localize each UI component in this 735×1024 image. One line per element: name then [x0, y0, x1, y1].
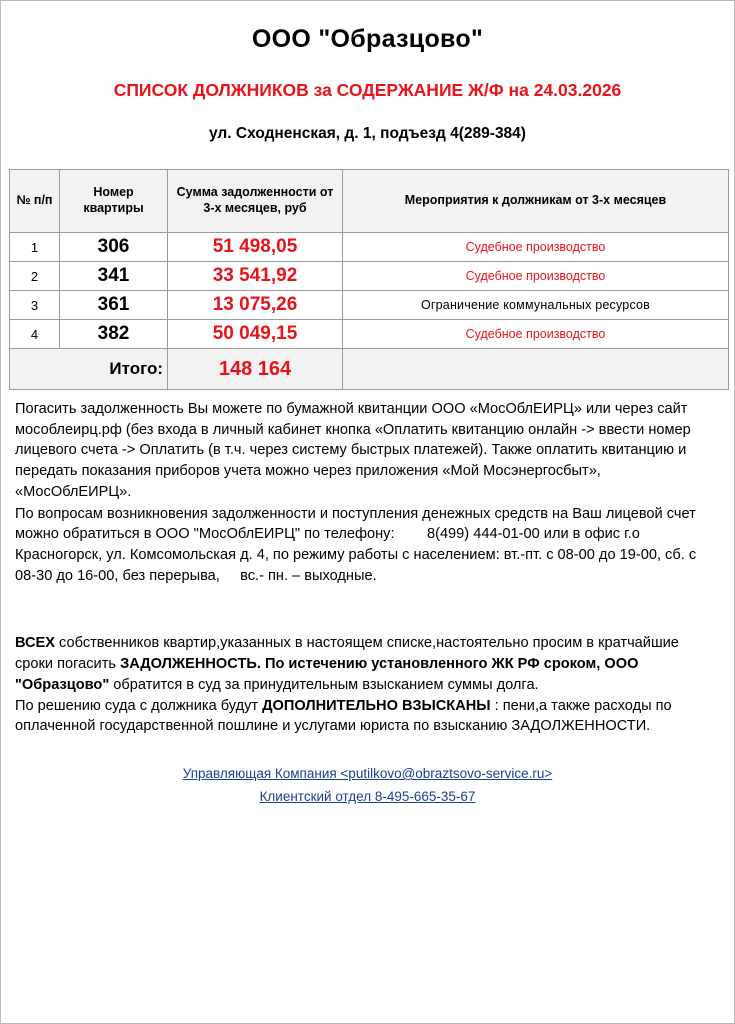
cell-flat: 341	[60, 262, 168, 291]
table-header-row	[10, 170, 729, 233]
payment-paragraph-2-part-b: 8(499) 444-01-00 или в офис г.о Красногорск, ул. Комсомольская д. 4, по режиму работы с населением: вт.-пт. с 08-00 до 19-00, сб. с 08-30 до 16-00, без перерыва,	[15, 526, 697, 584]
payment-paragraph-2-part-a: По вопросам возникновения задолженности и поступления денежных средств на Ваш лицевой счет можно обратиться в ООО "МосОблЕИРЦ" по телефону:	[15, 505, 696, 543]
cell-action: Ограничение коммунальных ресурсов	[343, 291, 729, 320]
cell-number: 2	[10, 262, 60, 291]
cell-sum: 50 049,15	[168, 320, 343, 349]
payment-gap	[395, 526, 427, 542]
total-value: 148 164	[168, 349, 343, 390]
table-total-row	[10, 349, 729, 390]
debtors-table	[9, 169, 729, 390]
cell-number: 4	[10, 320, 60, 349]
warning-paragraph-1	[9, 633, 726, 695]
warning-block	[9, 633, 726, 737]
cell-number: 3	[10, 291, 60, 320]
organization-title: ООО "Образцово"	[251, 25, 484, 53]
footer	[9, 763, 726, 809]
warning-bold-vseh: ВСЕХ	[15, 635, 55, 652]
warning-text-3: По решению суда с должника будут	[15, 697, 263, 714]
cell-action: Судебное производство	[343, 320, 729, 349]
cell-number: 1	[10, 233, 60, 262]
cell-action: Судебное производство	[343, 233, 729, 262]
header-flat: Номер квартиры	[60, 170, 168, 233]
payment-gap-2	[220, 568, 240, 584]
warning-text-4: : пени,а также расходы по оплаченной государственной пошлине и услугами юриста по взысканию ЗАДОЛЖЕННОСТИ.	[15, 697, 672, 735]
document-body	[1, 25, 734, 809]
cell-flat: 382	[60, 320, 168, 349]
payment-info-block	[9, 399, 726, 586]
cell-sum: 51 498,05	[168, 233, 343, 262]
payment-paragraph-2	[9, 504, 726, 587]
cell-sum: 33 541,92	[168, 262, 343, 291]
payment-paragraph-2-part-c: вс.- пн. – выходные.	[240, 567, 377, 584]
list-title: СПИСОК ДОЛЖНИКОВ за СОДЕРЖАНИЕ Ж/Ф на 24.03.2026	[113, 80, 622, 100]
table-row	[10, 320, 729, 349]
table-row	[10, 262, 729, 291]
table-row	[10, 291, 729, 320]
table-body	[10, 233, 729, 390]
warning-text-2: обратится в суд за принудительным взысканием суммы долга.	[109, 676, 539, 693]
footer-client-department-phone[interactable]: Клиентский отдел 8-495-665-35-67	[259, 789, 476, 804]
cell-action: Судебное производство	[343, 262, 729, 291]
header-number: № п/п	[10, 170, 60, 233]
total-label: Итого:	[10, 349, 168, 390]
warning-bold-debt: ЗАДОЛЖЕННОСТЬ. По истечению установленного ЖК РФ сроком, ООО "Образцово"	[15, 656, 639, 693]
warning-paragraph-2	[9, 696, 726, 737]
table-header	[10, 170, 729, 233]
header-sum: Сумма задолженности от 3-х месяцев, руб	[168, 170, 343, 233]
cell-sum: 13 075,26	[168, 291, 343, 320]
table-row	[10, 233, 729, 262]
cell-flat: 306	[60, 233, 168, 262]
footer-management-company-email[interactable]: Управляющая Компания <putilkovo@obraztsovo-service.ru>	[182, 766, 553, 782]
warning-text-1: собственников квартир,указанных в настоящем списке,настоятельно просим в кратчайшие сроки погасить	[15, 635, 679, 673]
payment-paragraph-1: Погасить задолженность Вы можете по бумажной квитанции ООО «МосОблЕИРЦ» или через сайт мособлеирц.рф (без входа в личный кабинет кнопка «Оплатить квитанцию онлайн -> ввести номер лицевого счета -> Оплатить (в т.ч. через систему быстрых платежей). Также оплатить квитанцию и передать показания приборов учета можно через приложения «Мой Мосэнергосбыт», «МосОблЕИРЦ».	[15, 401, 691, 500]
header-actions: Мероприятия к должникам от 3-х месяцев	[343, 170, 729, 233]
cell-flat: 361	[60, 291, 168, 320]
warning-bold-extra: ДОПОЛНИТЕЛЬНО ВЗЫСКАНЫ	[262, 697, 491, 714]
total-empty-cell	[343, 349, 729, 390]
address-title: ул. Сходненская, д. 1, подъезд 4(289-384)	[209, 125, 526, 142]
